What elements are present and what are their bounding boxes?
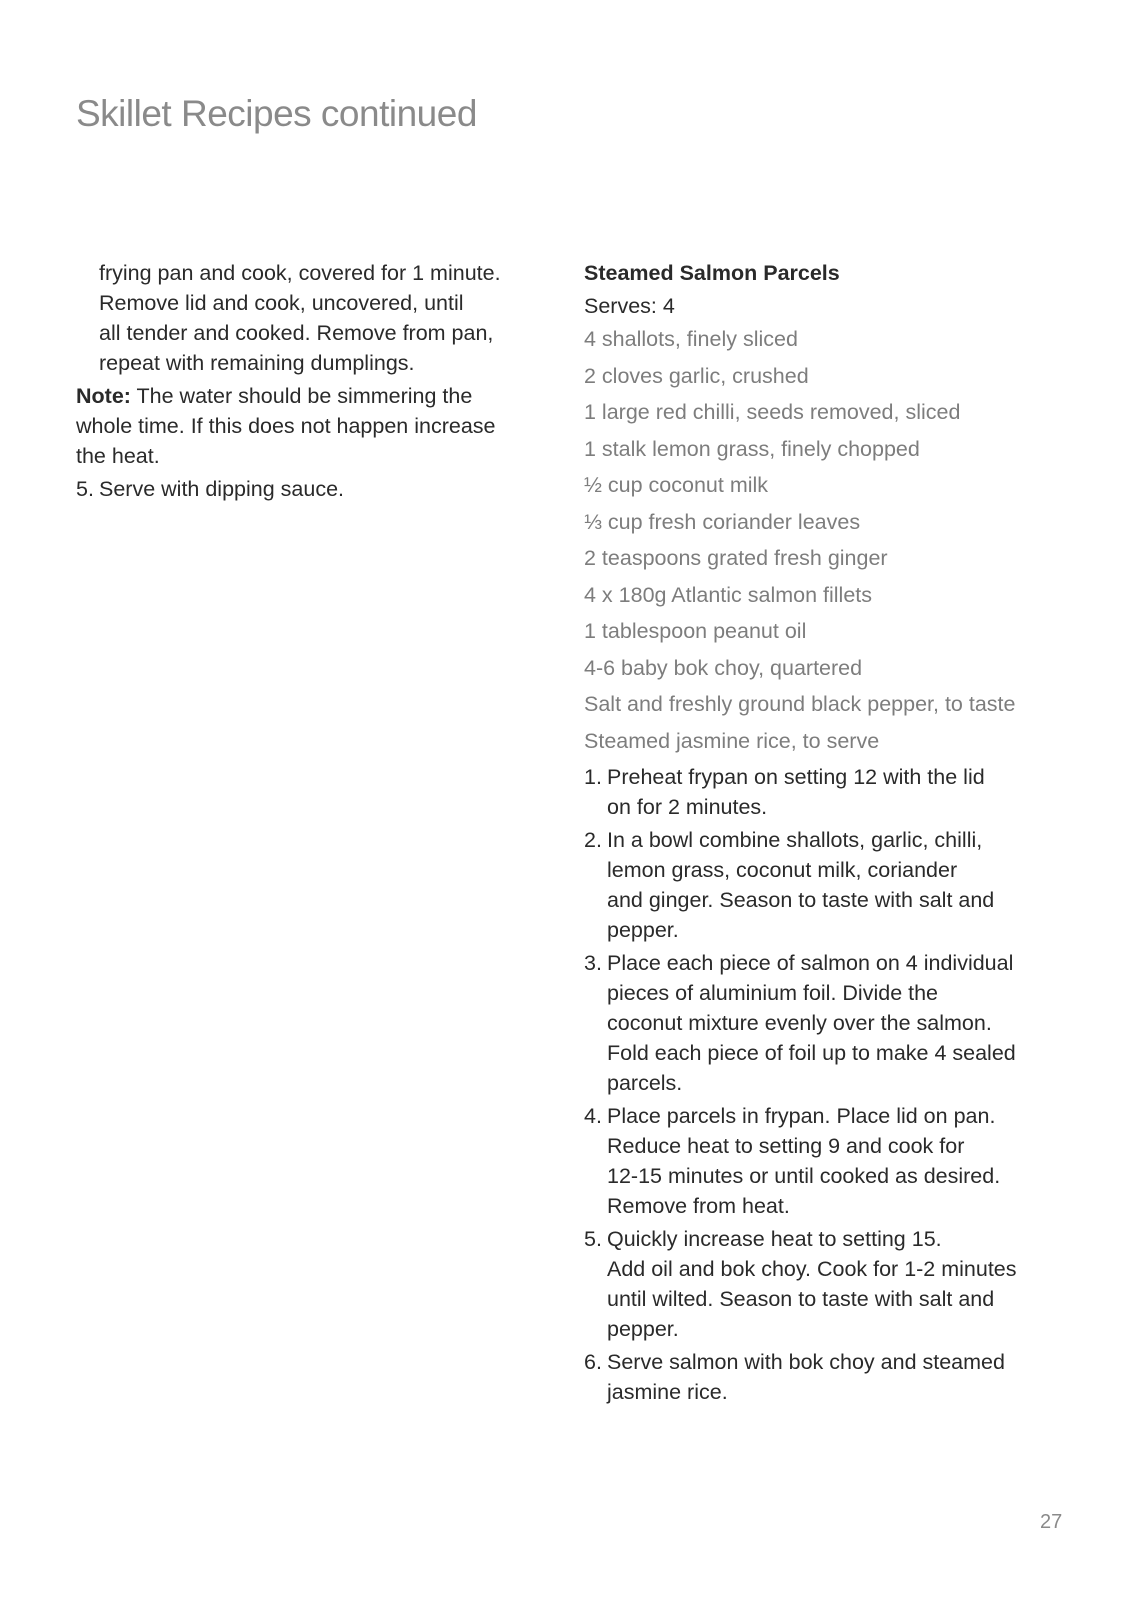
ingredient-item: Steamed jasmine rice, to serve	[584, 728, 880, 753]
step-text: until wilted. Season to taste with salt and	[607, 1287, 995, 1311]
step-text: and ginger. Season to taste with salt and	[607, 888, 995, 912]
ingredient-item: 1 large red chilli, seeds removed, sliced	[584, 400, 961, 424]
step-text: on for 2 minutes.	[607, 795, 768, 819]
method-step-5	[76, 474, 546, 504]
page-title: Skillet Recipes continued	[76, 92, 477, 134]
ingredient-item: 2 cloves garlic, crushed	[584, 363, 809, 388]
step-text: parcels.	[607, 1071, 683, 1095]
step-text: Reduce heat to setting 9 and cook for	[607, 1134, 965, 1158]
step-text: Remove from heat.	[607, 1194, 790, 1218]
step-text: Preheat frypan on setting 12 with the lid	[607, 765, 985, 789]
step-number: 5.	[584, 1227, 602, 1251]
step-text: Quickly increase heat to setting 15.	[607, 1227, 942, 1251]
step-text: pepper.	[607, 1317, 679, 1341]
step-text: In a bowl combine shallots, garlic, chilli,	[607, 828, 983, 852]
left-column	[76, 258, 546, 504]
step-number: 2.	[584, 828, 602, 852]
step-text: Place parcels in frypan. Place lid on pan.	[607, 1104, 996, 1128]
step-text: 12-15 minutes or until cooked as desired.	[607, 1164, 1001, 1188]
serves-line: Serves: 4	[584, 294, 675, 318]
note-text: The water should be simmering the	[130, 384, 473, 408]
step-number: 4.	[584, 1104, 602, 1128]
step-text: Serve salmon with bok choy and steamed	[607, 1350, 1005, 1374]
step-text: coconut mixture evenly over the salmon.	[607, 1011, 992, 1035]
continued-step-text	[76, 258, 546, 378]
method-step-5	[584, 1224, 1064, 1344]
method-step-3	[584, 948, 1064, 1098]
step-text: Add oil and bok choy. Cook for 1-2 minutes	[607, 1257, 1017, 1281]
continued-line: repeat with remaining dumplings.	[99, 351, 415, 375]
note-paragraph	[76, 381, 546, 471]
note-label: Note:	[76, 384, 131, 408]
step-number: 5.	[76, 477, 94, 501]
note-text: the heat.	[76, 444, 160, 468]
step-text: pieces of aluminium foil. Divide the	[607, 981, 939, 1005]
step-text: lemon grass, coconut milk, coriander	[607, 858, 958, 882]
method-step-1	[584, 762, 1064, 822]
ingredient-item: ½ cup coconut milk	[584, 473, 769, 497]
ingredient-item: 1 stalk lemon grass, finely chopped	[584, 436, 920, 461]
ingredient-item: 4-6 baby bok choy, quartered	[584, 655, 863, 680]
method-step-6	[584, 1347, 1064, 1407]
ingredient-item: 2 teaspoons grated fresh ginger	[584, 546, 888, 570]
step-number: 3.	[584, 951, 602, 975]
right-column	[584, 258, 1064, 1410]
page-number: 27	[1040, 1511, 1063, 1533]
continued-line: Remove lid and cook, uncovered, until	[99, 291, 464, 315]
ingredient-list	[584, 324, 1064, 756]
step-text: Place each piece of salmon on 4 individual	[607, 951, 1014, 975]
ingredient-item: Salt and freshly ground black pepper, to taste	[584, 692, 1016, 716]
step-text: jasmine rice.	[607, 1380, 728, 1404]
ingredient-item: 4 shallots, finely sliced	[584, 327, 798, 351]
method-step-4	[584, 1101, 1064, 1221]
recipe-title: Steamed Salmon Parcels	[584, 261, 840, 285]
step-text: Serve with dipping sauce.	[99, 477, 345, 501]
ingredient-item: ⅓ cup fresh coriander leaves	[584, 509, 861, 534]
ingredient-item: 1 tablespoon peanut oil	[584, 619, 807, 643]
note-text: whole time. If this does not happen increase	[76, 414, 496, 438]
ingredient-item: 4 x 180g Atlantic salmon fillets	[584, 582, 873, 607]
continued-line: all tender and cooked. Remove from pan,	[99, 321, 494, 345]
step-text: Fold each piece of foil up to make 4 sealed	[607, 1041, 1016, 1065]
continued-line: frying pan and cook, covered for 1 minute.	[99, 261, 501, 285]
method-step-2	[584, 825, 1064, 945]
step-number: 1.	[584, 765, 602, 789]
method-list	[584, 762, 1064, 1407]
step-text: pepper.	[607, 918, 679, 942]
step-number: 6.	[584, 1350, 602, 1374]
